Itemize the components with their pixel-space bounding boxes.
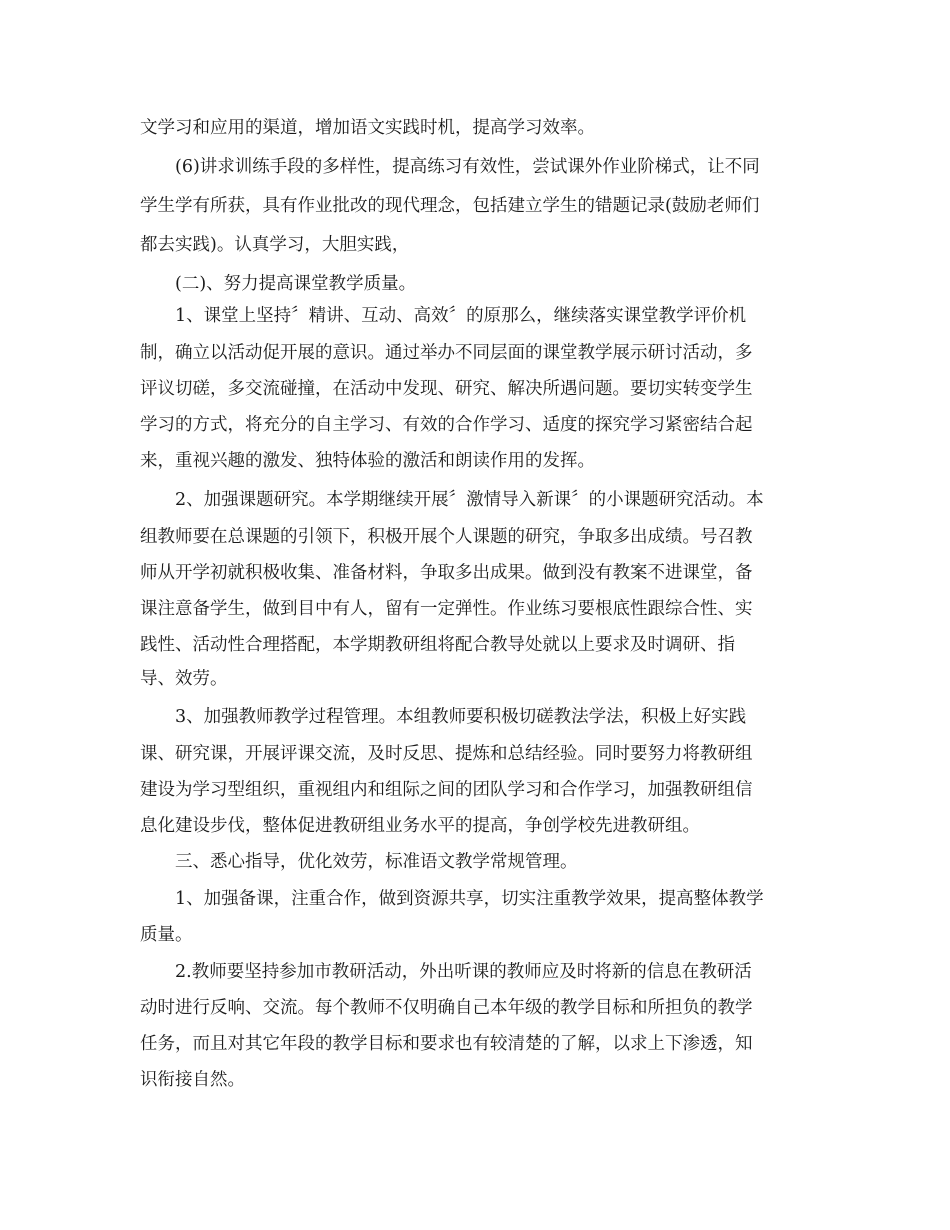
text-line: 来，重视兴趣的激发、独特体验的激活和朗读作用的发挥。 xyxy=(140,451,595,471)
text-line: 1、加强备课，注重合作，做到资源共享，切实注重教学效果，提高整体教学 xyxy=(175,889,764,909)
text-line: 建设为学习型组织，重视组内和组际之间的团队学习和合作学习，加强教研组信 xyxy=(140,780,753,800)
text-line: 都去实践)。认真学习，大胆实践， xyxy=(140,235,410,255)
text-line: 质量。 xyxy=(140,925,193,945)
text-line: 课、研究课，开展评课交流，及时反思、提炼和总结经验。同时要努力将教研组 xyxy=(140,744,753,764)
text-line: 三、悉心指导，优化效劳，标准语文教学常规管理。 xyxy=(175,852,578,872)
text-line: 2、加强课题研究。本学期继续开展〞激情导入新课〞的小课题研究活动。本 xyxy=(175,490,764,510)
text-line: 息化建设步伐，整体促进教研组业务水平的提高，争创学校先进教研组。 xyxy=(140,816,700,836)
text-line: 课注意备学生，做到目中有人，留有一定弹性。作业练习要根底性跟综合性、实 xyxy=(140,599,753,619)
text-line: 1、课堂上坚持〞精讲、互动、高效〞的原那么，继续落实课堂教学评价机 xyxy=(175,306,747,326)
text-line: 动时进行反响、交流。每个教师不仅明确自己本年级的教学目标和所担负的教学 xyxy=(140,998,753,1018)
text-line: (6)讲求训练手段的多样性，提高练习有效性，尝试课外作业阶梯式，让不同 xyxy=(175,157,760,177)
text-line: 导、效劳。 xyxy=(140,669,228,689)
text-line: 任务，而且对其它年段的教学目标和要求也有较清楚的了解，以求上下渗透，知 xyxy=(140,1034,753,1054)
text-line: 评议切磋，多交流碰撞，在活动中发现、研究、解决所遇问题。要切实转变学生 xyxy=(140,379,753,399)
text-line: 组教师要在总课题的引领下，积极开展个人课题的研究，争取多出成绩。号召教 xyxy=(140,527,753,547)
text-line: 3、加强教师教学过程管理。本组教师要积极切磋教法学法，积极上好实践 xyxy=(175,707,747,727)
text-line: 识衔接自然。 xyxy=(140,1070,245,1090)
text-line: 2.教师要坚持参加市教研活动，外出听课的教师应及时将新的信息在教研活 xyxy=(175,962,752,982)
text-line: 学生学有所获，具有作业批改的现代理念，包括建立学生的错题记录(鼓励老师们 xyxy=(140,196,760,216)
text-line: (二)、努力提高课堂教学质量。 xyxy=(175,274,417,294)
text-line: 制，确立以活动促开展的意识。通过举办不同层面的课堂教学展示研讨活动，多 xyxy=(140,343,753,363)
text-line: 师从开学初就积极收集、准备材料，争取多出成果。做到没有教案不进课堂，备 xyxy=(140,563,753,583)
text-line: 学习的方式，将充分的自主学习、有效的合作学习、适度的探究学习紧密结合起 xyxy=(140,415,753,435)
text-line: 文学习和应用的渠道，增加语文实践时机，提高学习效率。 xyxy=(140,118,595,138)
text-line: 践性、活动性合理搭配，本学期教研组将配合教导处就以上要求及时调研、指 xyxy=(140,635,735,655)
